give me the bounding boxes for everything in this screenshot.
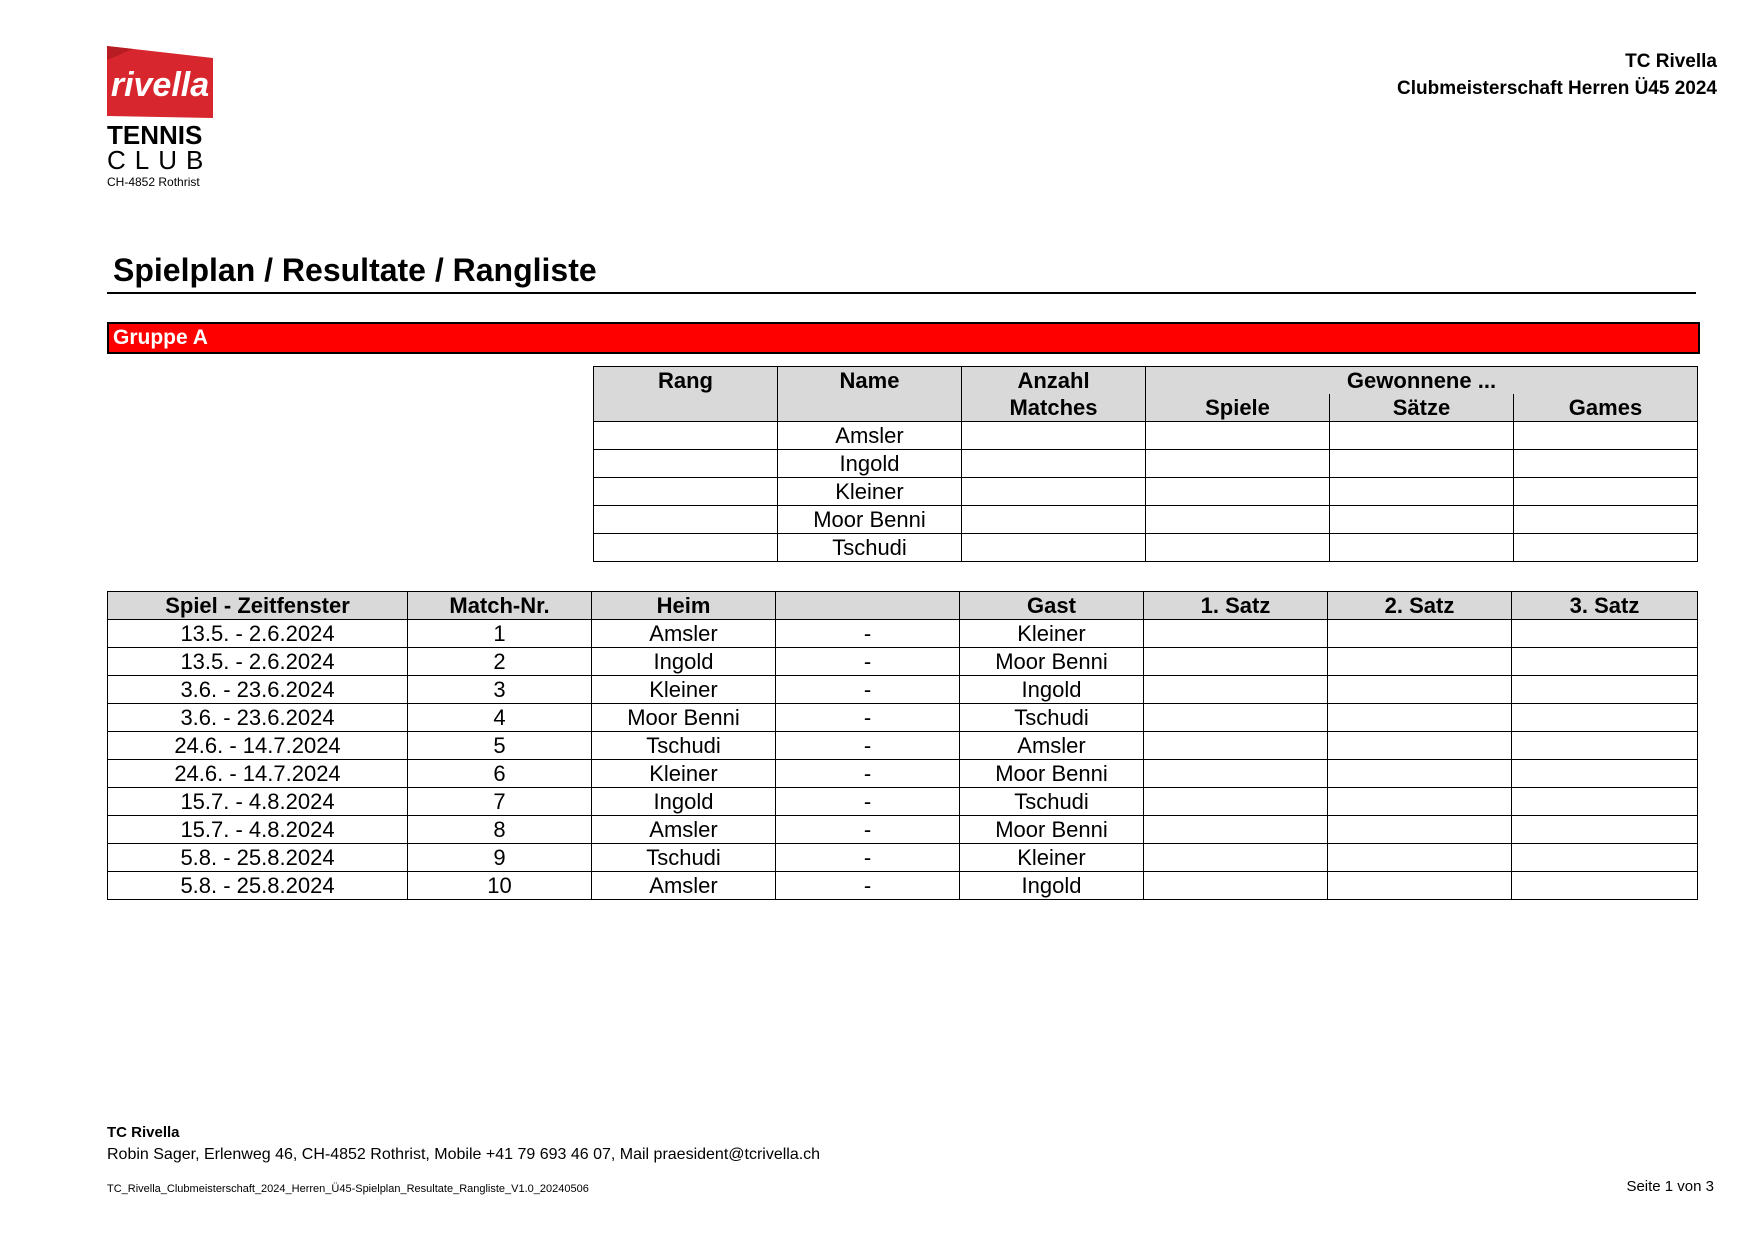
satz1-cell — [1144, 676, 1328, 704]
logo-club: CLUB — [107, 145, 213, 175]
group-header: Gruppe A — [107, 322, 1700, 354]
match-row — [108, 844, 1698, 872]
name-cell: Kleiner — [778, 478, 962, 506]
col-header-heim: Heim — [592, 592, 776, 620]
saetze-cell — [1330, 450, 1514, 478]
name-cell: Ingold — [778, 450, 962, 478]
title-divider — [107, 292, 1696, 294]
col-header-zeitfenster: Spiel - Zeitfenster — [108, 592, 408, 620]
footer-page-number: Seite 1 von 3 — [1626, 1178, 1714, 1195]
col-header-separator — [776, 592, 960, 620]
games-cell — [1514, 506, 1698, 534]
satz3-cell — [1512, 732, 1698, 760]
satz2-cell — [1328, 844, 1512, 872]
matches-cell — [962, 450, 1146, 478]
games-cell — [1514, 534, 1698, 562]
gast-cell: Amsler — [960, 732, 1144, 760]
heim-cell: Tschudi — [592, 732, 776, 760]
gast-cell: Kleiner — [960, 620, 1144, 648]
ranking-row — [594, 478, 1698, 506]
saetze-cell — [1330, 534, 1514, 562]
heim-cell: Tschudi — [592, 844, 776, 872]
name-cell: Amsler — [778, 422, 962, 450]
saetze-cell — [1330, 478, 1514, 506]
satz2-cell — [1328, 872, 1512, 900]
match-row — [108, 648, 1698, 676]
satz2-cell — [1328, 704, 1512, 732]
spiele-cell — [1146, 534, 1330, 562]
heim-cell: Kleiner — [592, 760, 776, 788]
logo-location: CH-4852 Rothrist — [107, 175, 200, 189]
col-header-satz3: 3. Satz — [1512, 592, 1698, 620]
match-row — [108, 704, 1698, 732]
separator-cell: - — [776, 704, 960, 732]
name-cell: Tschudi — [778, 534, 962, 562]
match-row — [108, 872, 1698, 900]
ranking-row — [594, 534, 1698, 562]
heim-cell: Amsler — [592, 620, 776, 648]
matches-cell — [962, 506, 1146, 534]
satz3-cell — [1512, 648, 1698, 676]
match-nr-cell: 3 — [408, 676, 592, 704]
gast-cell: Tschudi — [960, 788, 1144, 816]
ranking-row — [594, 506, 1698, 534]
gast-cell: Ingold — [960, 676, 1144, 704]
footer-club: TC Rivella — [107, 1124, 180, 1141]
separator-cell: - — [776, 732, 960, 760]
match-row — [108, 760, 1698, 788]
match-nr-cell: 1 — [408, 620, 592, 648]
satz1-cell — [1144, 732, 1328, 760]
col-header-name-cont — [778, 394, 962, 422]
saetze-cell — [1330, 506, 1514, 534]
satz3-cell — [1512, 704, 1698, 732]
logo-tennis: TENNIS — [107, 120, 203, 150]
satz3-cell — [1512, 620, 1698, 648]
heim-cell: Amsler — [592, 816, 776, 844]
match-row — [108, 732, 1698, 760]
match-schedule-table — [107, 591, 1698, 900]
separator-cell: - — [776, 676, 960, 704]
separator-cell: - — [776, 788, 960, 816]
document-header — [1397, 48, 1717, 102]
col-header-satz2: 2. Satz — [1328, 592, 1512, 620]
separator-cell: - — [776, 844, 960, 872]
satz1-cell — [1144, 844, 1328, 872]
gast-cell: Kleiner — [960, 844, 1144, 872]
separator-cell: - — [776, 648, 960, 676]
match-nr-cell: 6 — [408, 760, 592, 788]
matches-cell — [962, 534, 1146, 562]
spiele-cell — [1146, 422, 1330, 450]
gast-cell: Moor Benni — [960, 760, 1144, 788]
rang-cell — [594, 478, 778, 506]
satz2-cell — [1328, 816, 1512, 844]
match-row — [108, 620, 1698, 648]
col-header-match-nr: Match-Nr. — [408, 592, 592, 620]
ranking-table — [593, 366, 1698, 562]
page-title: Spielplan / Resultate / Rangliste — [113, 252, 597, 288]
match-nr-cell: 10 — [408, 872, 592, 900]
satz1-cell — [1144, 816, 1328, 844]
match-nr-cell: 7 — [408, 788, 592, 816]
satz1-cell — [1144, 872, 1328, 900]
spiele-cell — [1146, 450, 1330, 478]
match-row — [108, 676, 1698, 704]
separator-cell: - — [776, 816, 960, 844]
ranking-row — [594, 450, 1698, 478]
zeitfenster-cell: 15.7. - 4.8.2024 — [108, 788, 408, 816]
rang-cell — [594, 422, 778, 450]
heim-cell: Ingold — [592, 788, 776, 816]
separator-cell: - — [776, 760, 960, 788]
col-header-rang: Rang — [594, 367, 778, 395]
satz3-cell — [1512, 844, 1698, 872]
match-nr-cell: 2 — [408, 648, 592, 676]
zeitfenster-cell: 24.6. - 14.7.2024 — [108, 760, 408, 788]
satz2-cell — [1328, 676, 1512, 704]
satz1-cell — [1144, 620, 1328, 648]
satz2-cell — [1328, 648, 1512, 676]
col-header-matches: Matches — [962, 394, 1146, 422]
col-header-games: Games — [1514, 394, 1698, 422]
satz2-cell — [1328, 620, 1512, 648]
club-logo — [105, 46, 220, 196]
matches-cell — [962, 422, 1146, 450]
rang-cell — [594, 534, 778, 562]
heim-cell: Amsler — [592, 872, 776, 900]
satz3-cell — [1512, 760, 1698, 788]
gast-cell: Ingold — [960, 872, 1144, 900]
saetze-cell — [1330, 422, 1514, 450]
match-row — [108, 816, 1698, 844]
zeitfenster-cell: 3.6. - 23.6.2024 — [108, 704, 408, 732]
separator-cell: - — [776, 620, 960, 648]
spiele-cell — [1146, 506, 1330, 534]
gast-cell: Moor Benni — [960, 648, 1144, 676]
satz3-cell — [1512, 788, 1698, 816]
zeitfenster-cell: 24.6. - 14.7.2024 — [108, 732, 408, 760]
name-cell: Moor Benni — [778, 506, 962, 534]
satz1-cell — [1144, 648, 1328, 676]
match-nr-cell: 5 — [408, 732, 592, 760]
col-header-satz1: 1. Satz — [1144, 592, 1328, 620]
zeitfenster-cell: 5.8. - 25.8.2024 — [108, 872, 408, 900]
footer-filename: TC_Rivella_Clubmeisterschaft_2024_Herren_Ü45-Spielplan_Resultate_Rangliste_V1.0_20240506 — [107, 1183, 589, 1195]
zeitfenster-cell: 13.5. - 2.6.2024 — [108, 648, 408, 676]
col-header-gewonnene: Gewonnene ... — [1146, 367, 1698, 395]
col-header-spiele: Spiele — [1146, 394, 1330, 422]
logo-brand: rivella — [110, 66, 210, 104]
match-nr-cell: 8 — [408, 816, 592, 844]
header-club: TC Rivella — [1625, 51, 1717, 72]
games-cell — [1514, 450, 1698, 478]
satz1-cell — [1144, 760, 1328, 788]
games-cell — [1514, 422, 1698, 450]
col-header-rang-cont — [594, 394, 778, 422]
ranking-row — [594, 422, 1698, 450]
col-header-gast: Gast — [960, 592, 1144, 620]
satz2-cell — [1328, 732, 1512, 760]
zeitfenster-cell: 3.6. - 23.6.2024 — [108, 676, 408, 704]
footer-address: Robin Sager, Erlenweg 46, CH-4852 Rothrist, Mobile +41 79 693 46 07, Mail praesident@tcrivella.ch — [107, 1146, 821, 1163]
satz3-cell — [1512, 676, 1698, 704]
heim-cell: Ingold — [592, 648, 776, 676]
col-header-saetze: Sätze — [1330, 394, 1514, 422]
satz1-cell — [1144, 788, 1328, 816]
satz2-cell — [1328, 788, 1512, 816]
zeitfenster-cell: 15.7. - 4.8.2024 — [108, 816, 408, 844]
separator-cell: - — [776, 872, 960, 900]
matches-cell — [962, 478, 1146, 506]
match-nr-cell: 4 — [408, 704, 592, 732]
match-row — [108, 788, 1698, 816]
zeitfenster-cell: 5.8. - 25.8.2024 — [108, 844, 408, 872]
satz3-cell — [1512, 816, 1698, 844]
rang-cell — [594, 506, 778, 534]
satz3-cell — [1512, 872, 1698, 900]
heim-cell: Moor Benni — [592, 704, 776, 732]
gast-cell: Tschudi — [960, 704, 1144, 732]
match-nr-cell: 9 — [408, 844, 592, 872]
games-cell — [1514, 478, 1698, 506]
gast-cell: Moor Benni — [960, 816, 1144, 844]
heim-cell: Kleiner — [592, 676, 776, 704]
rang-cell — [594, 450, 778, 478]
satz2-cell — [1328, 760, 1512, 788]
zeitfenster-cell: 13.5. - 2.6.2024 — [108, 620, 408, 648]
col-header-name: Name — [778, 367, 962, 395]
spiele-cell — [1146, 478, 1330, 506]
satz1-cell — [1144, 704, 1328, 732]
col-header-anzahl: Anzahl — [962, 367, 1146, 395]
header-event: Clubmeisterschaft Herren Ü45 2024 — [1397, 78, 1717, 99]
